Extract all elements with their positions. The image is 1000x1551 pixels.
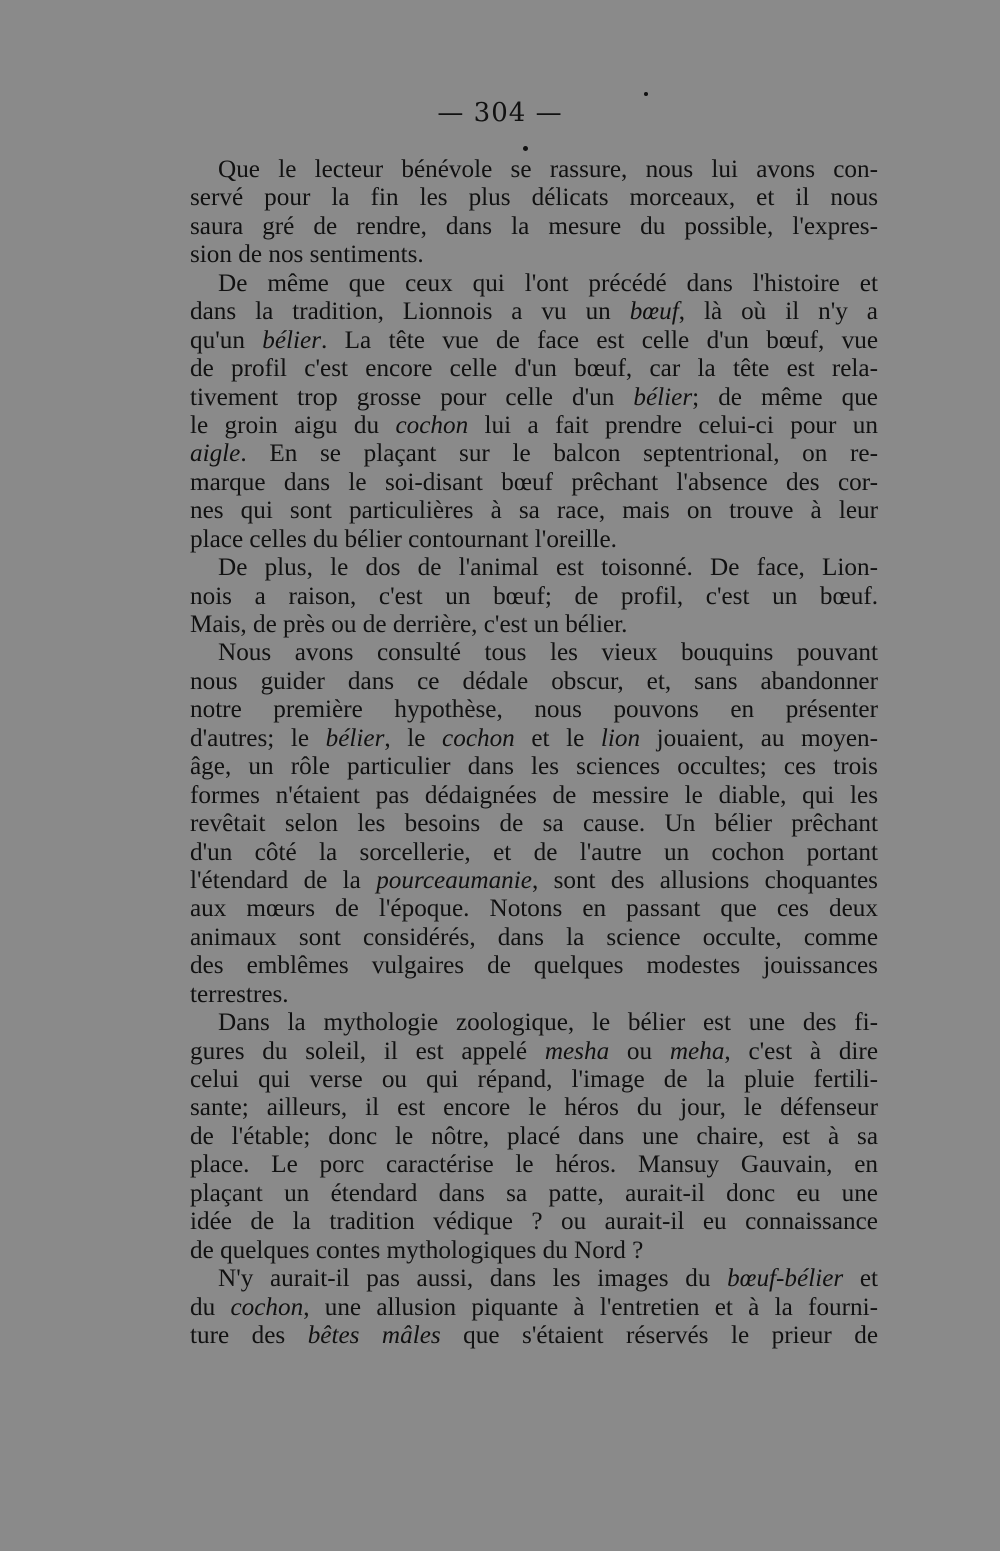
text-line: Que le lecteur bénévole se rassure, nous lui avons con- — [218, 156, 878, 183]
text-line: Nous avons consulté tous les vieux bouquins pouvant — [218, 639, 878, 667]
text-line: l'étendard de la pourceaumanie, sont des allusions choquantes — [190, 866, 878, 894]
text-line: nous guider dans ce dédale obscur, et, sans abandonner — [190, 667, 878, 695]
italic-term: aigle — [190, 440, 241, 468]
italic-term: cochon — [442, 724, 515, 752]
text-line: place. Le porc caractérise le héros. Mansuy Gauvain, en — [190, 1151, 878, 1179]
page-number: — 304 — — [437, 98, 563, 128]
text-line: aigle. En se plaçant sur le balcon septentrional, on re- — [190, 440, 878, 468]
text-line: Mais, de près ou de derrière, c'est un bélier. — [190, 611, 628, 638]
text-line: nois a raison, c'est un bœuf; de profil, c'est un bœuf. — [190, 582, 878, 610]
text-line: celui qui verse ou qui répand, l'image de la pluie fertili- — [190, 1066, 878, 1093]
italic-term: cochon — [395, 411, 469, 439]
text-line: sion de nos sentiments. — [190, 241, 424, 269]
text-line: marque dans le soi-disant bœuf prêchant l'absence des cor- — [190, 468, 878, 496]
italic-term: lion — [600, 724, 641, 752]
text-line: âge, un rôle particulier dans les sciences occultes; ces trois — [190, 753, 878, 781]
text-line: revêtait selon les besoins de sa cause. Un bélier prêchant — [190, 810, 878, 838]
text-line: de quelques contes mythologiques du Nord ? — [190, 1236, 644, 1264]
italic-term: bœuf — [629, 298, 679, 326]
ink-speck — [644, 92, 648, 96]
text-line: formes n'étaient pas dédaignées de messire le diable, qui les — [190, 781, 878, 809]
text-line: saura gré de rendre, dans la mesure du possible, l'expres- — [190, 212, 878, 240]
italic-term: mesha — [544, 1037, 610, 1065]
text-line: d'autres; le bélier, le cochon et le lion jouaient, au moyen- — [190, 724, 878, 752]
text-line: animaux sont considérés, dans la science occulte, comme — [190, 923, 878, 951]
italic-term: bélier — [262, 326, 322, 354]
text-line: tivement trop grosse pour celle d'un bélier; de même que — [190, 383, 878, 411]
text-line: de l'étable; donc le nôtre, placé dans une chaire, est à sa — [190, 1122, 878, 1150]
text-line: ture des bêtes mâles que s'étaient réservés le prieur de — [190, 1321, 878, 1349]
text-line: terrestres. — [190, 980, 289, 1008]
text-line: De plus, le dos de l'animal est toisonné. De face, Lion- — [218, 554, 878, 582]
text-line: de profil c'est encore celle d'un bœuf, car la tête est rela- — [190, 355, 878, 383]
body-text — [190, 156, 878, 1350]
text-line: des emblêmes vulgaires de quelques modestes jouissances — [190, 952, 878, 980]
text-line: notre première hypothèse, nous pouvons en présenter — [190, 696, 878, 724]
italic-term: cochon — [230, 1293, 304, 1321]
italic-term: pourceaumanie — [376, 866, 532, 894]
text-line: d'un côté la sorcellerie, et de l'autre un cochon portant — [190, 838, 878, 866]
italic-term: bêtes mâles — [307, 1321, 441, 1349]
text-line: Dans la mythologie zoologique, le bélier est une des fi- — [218, 1009, 878, 1037]
text-line: nes qui sont particulières à sa race, mais on trouve à leur — [190, 497, 878, 525]
text-line: sante; ailleurs, il est encore le héros du jour, le défenseur — [190, 1094, 878, 1122]
text-line: gures du soleil, il est appelé mesha ou meha, c'est à dire — [190, 1037, 878, 1065]
text-line: plaçant un étendard dans sa patte, aurait-il donc eu une — [190, 1179, 878, 1207]
italic-term: bélier — [633, 383, 693, 411]
text-line: le groin aigu du cochon lui a fait prendre celui-ci pour un — [190, 411, 878, 439]
text-line: N'y aurait-il pas aussi, dans les images du bœuf-bélier et — [218, 1265, 878, 1293]
text-line: dans la tradition, Lionnois a vu un bœuf, là où il n'y a — [190, 298, 878, 326]
text-line: place celles du bélier contournant l'oreille. — [190, 525, 617, 553]
text-line: De même que ceux qui l'ont précédé dans l'histoire et — [218, 269, 878, 297]
text-line: servé pour la fin les plus délicats morceaux, et il nous — [190, 184, 878, 212]
italic-term: meha — [669, 1037, 725, 1065]
text-line: aux mœurs de l'époque. Notons en passant que ces deux — [190, 895, 878, 923]
text-line: idée de la tradition védique ? ou aurait-il eu connaissance — [190, 1208, 878, 1236]
text-line: du cochon, une allusion piquante à l'entretien et à la fourni- — [190, 1293, 878, 1321]
text-line: qu'un bélier. La tête vue de face est celle d'un bœuf, vue — [190, 326, 878, 354]
italic-term: bœuf-bélier — [727, 1265, 844, 1293]
italic-term: bélier — [325, 724, 385, 752]
ink-speck — [523, 146, 528, 151]
